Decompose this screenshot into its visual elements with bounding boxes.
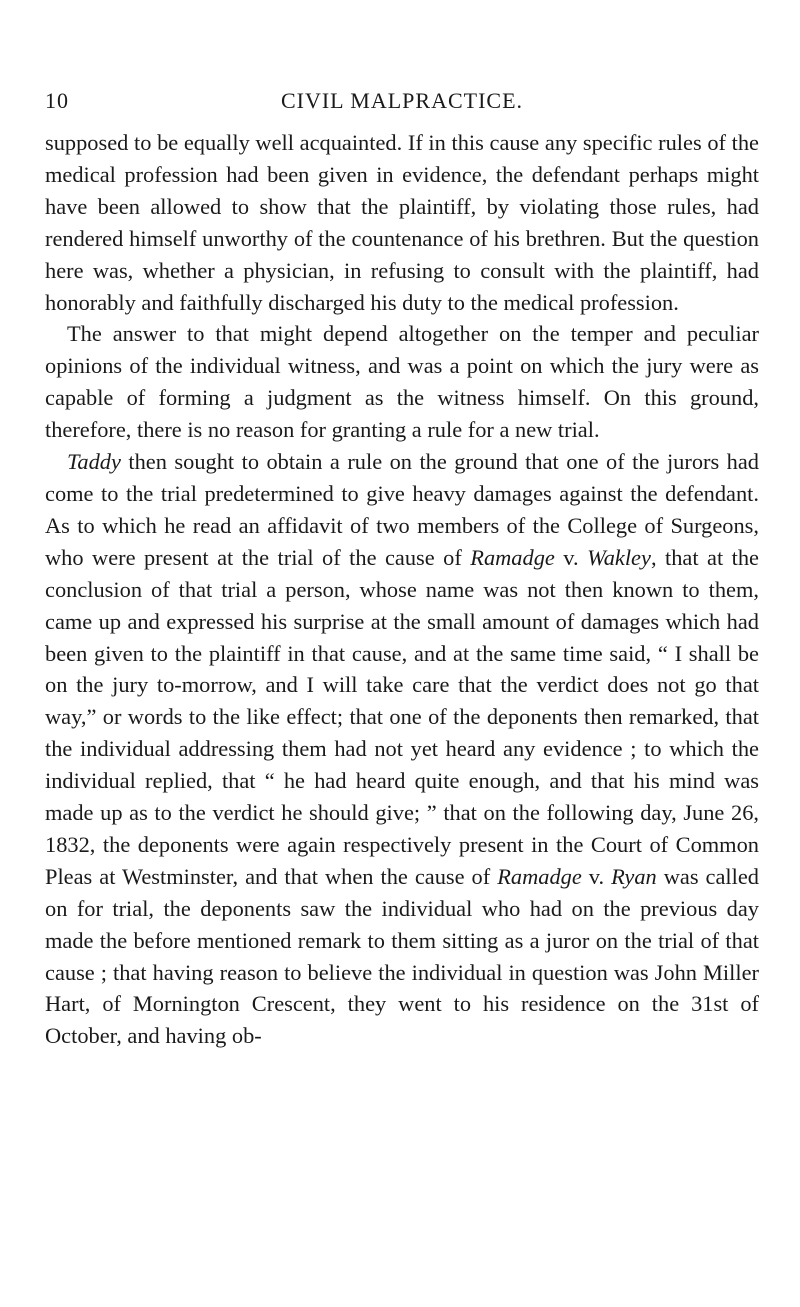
text-segment: then sought to obtain a rule on the ground that one of the jurors had come to the trial predetermined to give heavy damages against the defendant. As to which he read an affidavit of two members of the College of Surgeons, who were present at the trial of the cause of	[45, 449, 759, 570]
paragraph-3	[45, 446, 759, 1052]
case-name-ryan: Ryan	[611, 863, 657, 889]
case-name-ramadge: Ramadge	[470, 544, 555, 570]
book-page	[45, 84, 759, 1052]
paragraph-1	[45, 127, 759, 318]
text-segment: , that at the conclusion of that trial a person, whose name was not then known to them, came up and expressed his surprise at the small amount of damages which had been given to the plaintiff in that cause, and at the same time said, “ I shall be on the jury to-morrow, and I will take care that the verdict does not go that way,” or words to the like effect; that one of the deponents then remarked, that the individual addressing them had not yet heard any evidence ; to which the individual replied, that “ he had heard quite enough, and that his mind was made up as to the verdict he should give; ” that on the following day, June 26, 1832, the deponents were again respectively present in the Court of Common Pleas at Westminster, and that when the cause of	[45, 544, 759, 889]
running-head: CIVIL MALPRACTICE.	[280, 88, 524, 113]
page-header	[45, 84, 759, 124]
case-name-ramadge: Ramadge	[497, 863, 582, 889]
page-number: 10	[45, 88, 69, 113]
text-segment: was called on for trial, the deponents saw the individual who had on the previous day made the before mentioned remark to them sitting as a juror on the trial of that cause ; that having reason to believe the individual in question was John Miller Hart, of Mornington Crescent, they went to his residence on the 31st of October, and having ob-	[45, 863, 760, 1049]
text-segment: v.	[554, 544, 588, 570]
case-name-taddy: Taddy	[67, 449, 121, 475]
case-name-wakley: Wakley	[587, 544, 651, 570]
text-segment: The answer to that might depend altogether on the temper and peculiar opinions of the individual witness, and was a point on which the jury were as capable of forming a judgment as the witness himself. On this ground, therefore, there is no reason for granting a rule for a new trial.	[45, 321, 759, 443]
text-segment: v.	[581, 863, 612, 889]
body-text	[45, 127, 759, 1052]
text-segment: supposed to be equally well acquainted. If in this cause any specific rules of the medical profession had been given in evidence, the defendant perhaps might have been allowed to show that the plaintiff, by violating those rules, had rendered himself unworthy of the countenance of his brethren. But the question here was, whether a physician, in refusing to consult with the plaintiff, had honorably and faithfully discharged his duty to the medical profession.	[45, 130, 759, 315]
paragraph-2	[45, 318, 759, 446]
